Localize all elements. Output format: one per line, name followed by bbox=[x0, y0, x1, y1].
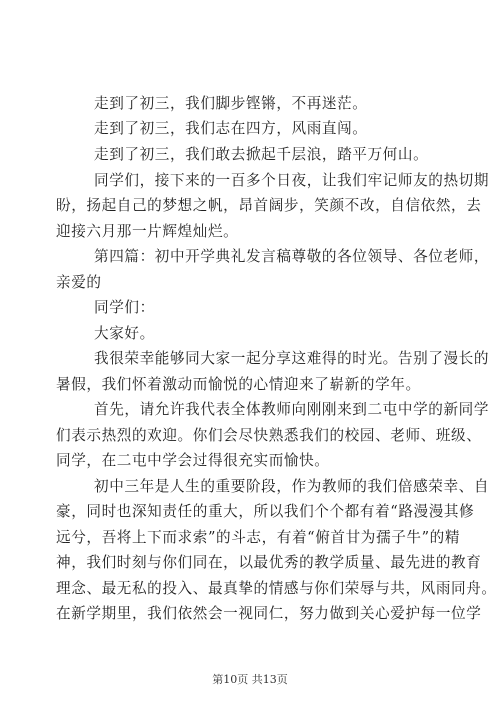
salutation-line: 同学们： bbox=[94, 299, 155, 316]
paragraph-line: 同学，在二屯中学会过得很充实而愉快。 bbox=[56, 452, 330, 469]
paragraph-line: 我很荣幸能够同大家一起分享这难得的时光。告别了漫长的 bbox=[94, 350, 490, 367]
page-footer: 第10页 共13页 bbox=[212, 673, 288, 686]
paragraph-line: 神，我们时刻与你们同在，以最优秀的教学质量、最先进的教育 bbox=[56, 554, 482, 571]
paragraph-line: 暑假，我们怀着激动而愉悦的心情迎来了崭新的学年。 bbox=[56, 376, 421, 393]
paragraph-line: 走到了初三，我们志在四方，风雨直闯。 bbox=[94, 120, 368, 137]
section-heading-line: 第四篇：初中开学典礼发言稿尊敬的各位领导、各位老师， bbox=[94, 248, 490, 265]
paragraph-line: 走到了初三，我们脚步铿锵，不再迷茫。 bbox=[94, 95, 368, 112]
paragraph-line: 在新学期里，我们依然会一视同仁，努力做到关心爱护每一位学 bbox=[56, 605, 482, 622]
paragraph-line: 理念、最无私的投入、最真挚的情感与你们荣辱与共，风雨同舟。 bbox=[56, 580, 497, 597]
paragraph-line: 走到了初三，我们敢去掀起千层浪，踏平万何山。 bbox=[94, 146, 429, 163]
paragraph-line: 们表示热烈的欢迎。你们会尽快熟悉我们的校园、老师、班级、 bbox=[56, 427, 482, 444]
paragraph-line: 首先，请允许我代表全体教师向刚刚来到二屯中学的新同学 bbox=[94, 401, 490, 418]
greeting-line: 大家好。 bbox=[94, 325, 155, 342]
paragraph-line: 同学们，接下来的一百多个日夜，让我们牢记师友的热切期 bbox=[94, 172, 490, 189]
paragraph-line: 盼，扬起自己的梦想之帆，昂首阔步，笑颜不改，自信依然，去 bbox=[56, 197, 482, 214]
section-heading-line: 亲爱的 bbox=[56, 274, 102, 291]
paragraph-line: 初中三年是人生的重要阶段，作为教师的我们倍感荣幸、自 bbox=[94, 478, 490, 495]
paragraph-line: 豪，同时也深知责任的重大，所以我们个个都有着“路漫漫其修 bbox=[56, 503, 475, 520]
paragraph-line: 远兮，吾将上下而求索”的斗志，有着“俯首甘为孺子牛”的精 bbox=[56, 529, 461, 546]
paragraph-line: 迎接六月那一片辉煌灿烂。 bbox=[56, 223, 239, 240]
